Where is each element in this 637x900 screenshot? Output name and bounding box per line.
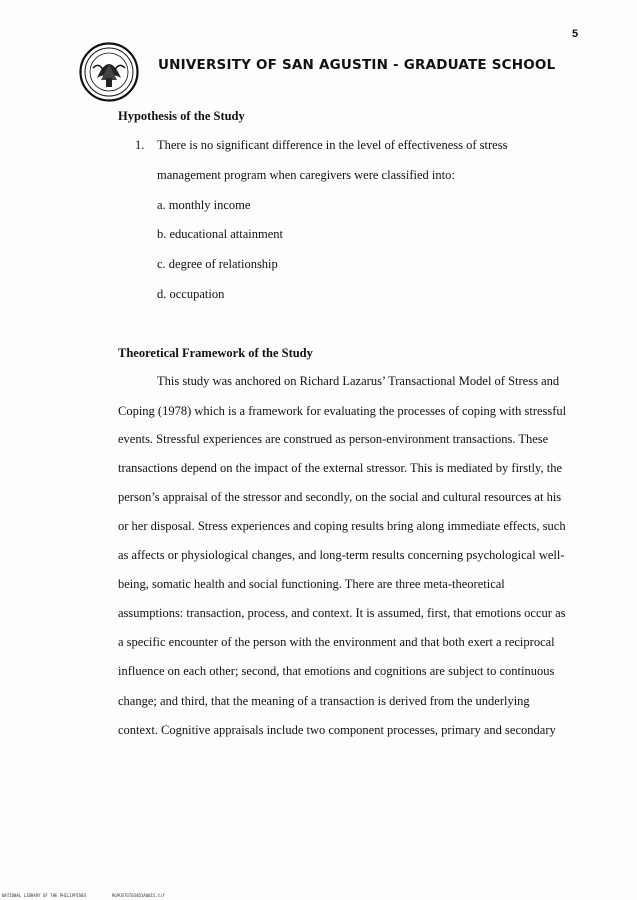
framework-line: context. Cognitive appraisals include two component processes, primary and secondary — [118, 723, 556, 737]
hypothesis-item-line: There is no significant difference in the level of effectiveness of stress — [157, 138, 508, 152]
framework-line: or her disposal. Stress experiences and coping results bring along immediate effects, such — [118, 519, 566, 533]
hypothesis-item-line: management program when caregivers were classified into: — [157, 168, 455, 182]
framework-line: person’s appraisal of the stressor and secondly, on the social and cultural resources at his — [118, 490, 562, 504]
framework-line: assumptions: transaction, process, and context. It is assumed, first, that emotions occur as — [118, 606, 566, 620]
footer-file-id: RGPUSTGT034D1A0015.tif — [112, 893, 165, 898]
footer-library-stamp: NATIONAL LIBRARY OF THE PHILIPPINES — [2, 893, 87, 898]
framework-line: events. Stressful experiences are construed as person-environment transactions. These — [118, 432, 549, 446]
hypothesis-sub-item: c. degree of relationship — [157, 257, 278, 271]
framework-line: transactions depend on the impact of the external stressor. This is mediated by firstly, the — [118, 461, 562, 475]
framework-line: Coping (1978) which is a framework for evaluating the processes of coping with stressful — [118, 404, 567, 418]
university-seal-icon — [79, 42, 139, 102]
header-title: UNIVERSITY OF SAN AGUSTIN - GRADUATE SCHOOL — [158, 57, 556, 73]
framework-line: influence on each other; second, that emotions and cognitions are subject to continuous — [118, 664, 555, 678]
framework-line: as affects or physiological changes, and long-term results concerning psychological well- — [118, 548, 565, 562]
hypothesis-sub-item: a. monthly income — [157, 198, 251, 212]
framework-line: being, somatic health and social functioning. There are three meta-theoretical — [118, 577, 505, 591]
hypothesis-heading: Hypothesis of the Study — [118, 109, 245, 123]
hypothesis-sub-item: b. educational attainment — [157, 227, 283, 241]
hypothesis-sub-item: d. occupation — [157, 287, 225, 301]
hypothesis-item-number: 1. — [135, 138, 145, 152]
framework-line: a specific encounter of the person with the environment and that both exert a reciprocal — [118, 635, 555, 649]
page-number: 5 — [572, 28, 579, 40]
framework-heading: Theoretical Framework of the Study — [118, 346, 313, 360]
framework-line: change; and third, that the meaning of a transaction is derived from the underlying — [118, 694, 530, 708]
framework-line: This study was anchored on Richard Lazarus’ Transactional Model of Stress and — [157, 374, 560, 388]
